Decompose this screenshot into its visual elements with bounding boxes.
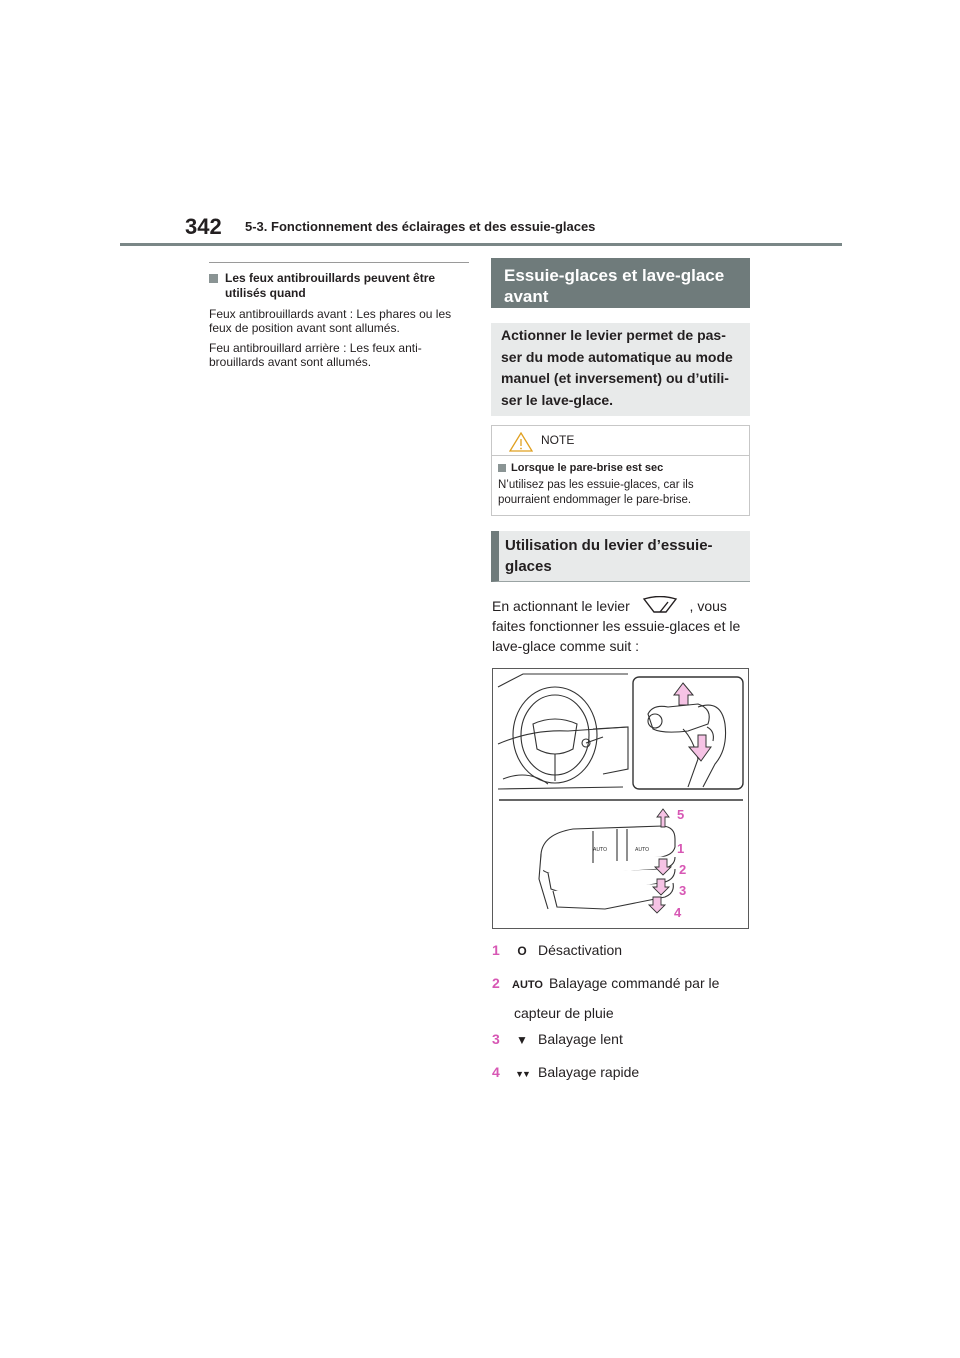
legend-text: Balayage rapide (538, 1064, 640, 1080)
legend-item-1 (492, 939, 750, 962)
legend-text: Balayage lent (538, 1031, 623, 1047)
legend-number: 3 (492, 1031, 500, 1047)
legend-item-2 (492, 972, 750, 1024)
summary-box: Actionner le levier permet de pas-ser du mode automatique au mode manuel (et inversement) ou d’utili-ser le lave-glace. (491, 323, 750, 416)
subsection-heading-text: Les feux antibrouillards peuvent être utilisés quand (225, 271, 436, 300)
intro-paragraph (492, 596, 750, 656)
intro-text-after: , vous faites fonctionner les essuie-glaces et le lave-glace comme suit : (492, 598, 741, 654)
subsection-heading (209, 271, 469, 301)
paragraph-rear-fog: Feu antibrouillard arrière : Les feux anti-brouillards avant sont allumés. (209, 341, 422, 369)
callout-3: 3 (679, 883, 687, 898)
legend-text: Désactivation (538, 942, 623, 958)
callout-5: 5 (677, 807, 685, 822)
legend-number: 1 (492, 942, 500, 958)
legend-number: 2 (492, 975, 500, 991)
paragraph-front-fog: Feux antibrouillards avant : Les phares ou les feux de position avant sont allumés. (209, 307, 452, 335)
left-column (209, 262, 469, 369)
legend-text-continued: capteur de pluie (514, 1005, 614, 1021)
lever-auto-label: AUTO (635, 847, 650, 853)
lever-closeup-drawing (539, 826, 675, 909)
illustration-drawing (493, 669, 749, 929)
callout-2: 2 (679, 862, 687, 877)
note-subheading (498, 461, 743, 475)
note-title: NOTE (541, 433, 575, 447)
divider (209, 262, 469, 263)
note-box (491, 425, 750, 516)
legend-item-3 (492, 1028, 750, 1051)
lever-auto-label: AUTO (593, 847, 608, 853)
single-chevron-down-icon: ▼ (516, 1033, 528, 1047)
warning-triangle-icon (509, 432, 533, 452)
header-rule (120, 243, 842, 246)
callout-1: 1 (677, 841, 685, 856)
page-number: 342 (185, 214, 222, 239)
auto-symbol-icon: AUTO (512, 979, 543, 991)
wiper-symbol-icon (640, 596, 680, 614)
note-text: N’utilisez pas les essuie-glaces, car ils pourraient endommager le pare-brise. (498, 479, 694, 506)
wiper-lever-illustration (492, 668, 749, 929)
legend-number: 4 (492, 1064, 500, 1080)
dashboard-drawing (498, 674, 628, 789)
off-symbol-icon: O (517, 944, 527, 958)
note-subheading-text: Lorsque le pare-brise est sec (511, 462, 664, 474)
callout-4: 4 (674, 905, 682, 920)
square-bullet-icon (498, 464, 506, 472)
subsection-title: Utilisation du levier d’essuie-glaces (491, 531, 750, 582)
chapter-title: 5-3. Fonctionnement des éclairages et des essuie-glaces (245, 219, 596, 234)
section-title: Essuie-glaces et lave-glace avant (491, 258, 750, 308)
note-header (492, 426, 749, 456)
legend-item-4 (492, 1061, 750, 1085)
legend-text: Balayage commandé par le (548, 975, 720, 991)
double-chevron-down-icon: ▼▼ (515, 1069, 529, 1079)
square-bullet-icon (209, 274, 218, 283)
intro-text-before: En actionnant le levier (492, 598, 630, 614)
